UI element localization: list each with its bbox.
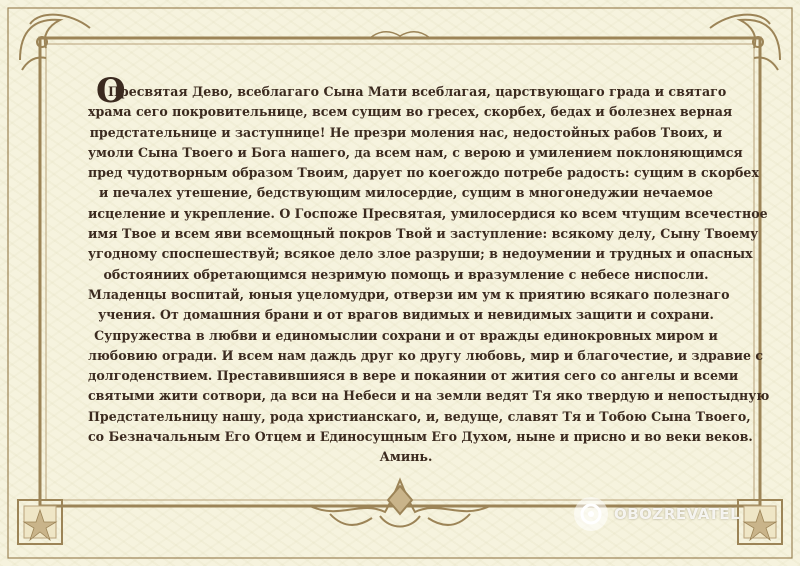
obozrevatel-logo-icon: [574, 497, 608, 531]
drop-cap-letter: О: [96, 71, 126, 111]
watermark-text: OBOZREVATEL: [614, 505, 741, 523]
prayer-line: храма сего покровительнице, всем сущим во гресех, скорбех, бедах и болезнех верная: [88, 104, 733, 120]
prayer-text: [88, 82, 770, 468]
bottom-center-ornament: [310, 480, 490, 527]
prayer-line: Супружества в любви и единомыслии сохрани и от вражды единокровных миром и: [94, 327, 718, 343]
prayer-line: святыми жити сотвори, да вси на Небеси и на земли ведят Тя яко твердую и непостыдную: [88, 388, 770, 404]
prayer-line: со Безначальным Его Отцем и Единосущным Его Духом, ныне и присно и во веки веков.: [88, 429, 753, 445]
prayer-line: умоли Сына Твоего и Бога нашего, да всем нам, с верою и умилением поклоняющимся: [88, 144, 743, 160]
prayer-line: Младенцы воспитай, юныя уцеломудри, отверзи им ум к приятию всякаго полезнаго: [88, 286, 730, 302]
corner-ornament-bottom-right: [738, 500, 782, 544]
corner-ornament-bottom-left: [18, 500, 62, 544]
prayer-line: Предстательницу нашу, рода христианскаго, и, ведуще, славят Тя и Тобою Сына Твоего,: [88, 408, 751, 424]
prayer-line: обстояниих обретающимся незримую помощь и вразумление с небесе ниспосли.: [103, 266, 709, 282]
obozrevatel-watermark: [574, 496, 740, 532]
prayer-line: любовию огради. И всем нам даждь друг ко другу любовь, мир и благочестие, и здравие с: [88, 347, 764, 363]
prayer-line-amen: Аминь.: [379, 449, 433, 465]
prayer-line: исцеление и укрепление. О Госпоже Пресвятая, умилосердися ко всем чтущим всечестное: [88, 205, 768, 221]
prayer-line: Пресвятая Дево, всеблагаго Сына Мати всеблагая, царствующаго града и святаго: [108, 84, 727, 99]
prayer-line: угодному споспешествуй; всякое дело злое разруши; в недоумении и трудных и опасных: [88, 246, 753, 262]
prayer-line: предстательнице и заступнице! Не презри моления нас, недостойных рабов Твоих, и: [89, 124, 723, 140]
corner-ornament-top-right: [710, 15, 780, 70]
prayer-line: пред чудотворным образом Твоим, дарует по коегождо потребе радость: сущим в скорбех: [88, 165, 759, 181]
corner-ornament-top-left: [20, 15, 90, 70]
prayer-line: и печалех утешение, бедствующим милосердие, сущим в многонедужии нечаемое: [98, 185, 713, 201]
prayer-line: учения. От домашния брани и от врагов видимых и невидимых защити и сохрани.: [98, 307, 714, 323]
prayer-line: имя Твое и всем яви всемощный покров Твой и заступление: всякому делу, Сыну Твоему: [88, 226, 759, 242]
prayer-line: долгоденствием. Преставившияся в вере и покаянии от жития сего со ангелы и всеми: [88, 368, 739, 384]
